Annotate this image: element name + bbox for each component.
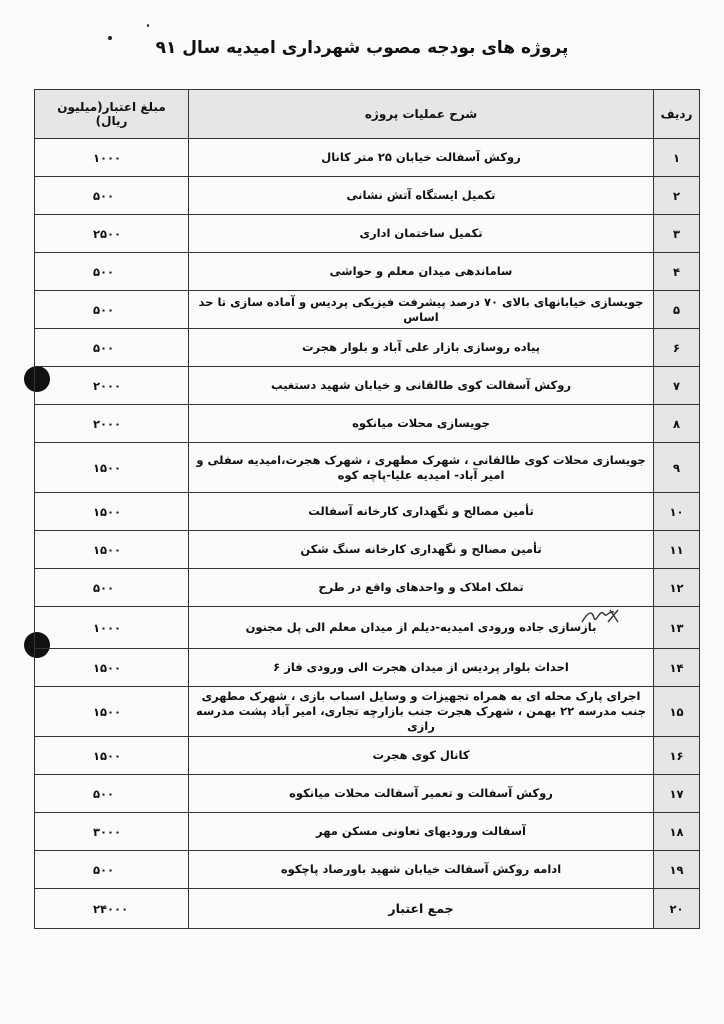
- page-title: پروژه های بودجه مصوب شهرداری امیدیه سال ۹۱: [155, 38, 569, 58]
- row-description: تملک املاک و واحدهای واقع در طرح: [189, 569, 654, 607]
- row-amount: ۱۵۰۰: [35, 443, 189, 493]
- table-header-row: [35, 90, 700, 139]
- row-description: روکش آسفالت کوی طالقانی و خیابان شهید دستغیب: [189, 367, 654, 405]
- total-amount: ۲۴۰۰۰: [35, 889, 189, 929]
- row-number: ۲: [654, 177, 700, 215]
- row-number: ۱۲: [654, 569, 700, 607]
- row-amount: ۱۵۰۰: [35, 531, 189, 569]
- table-row: [35, 177, 700, 215]
- row-amount: ۵۰۰: [35, 851, 189, 889]
- row-description: جویسازی محلات میانکوه: [189, 405, 654, 443]
- row-number: ۱۴: [654, 649, 700, 687]
- row-amount: ۲۰۰۰: [35, 405, 189, 443]
- row-number: ۱۱: [654, 531, 700, 569]
- row-description: اجرای پارک محله ای به همراه تجهیزات و وسایل اسباب بازی ، شهرک مطهری جنب مدرسه ۲۲ بهمن ، شهرک هجرت جنب بازارچه تجاری، امیر آباد پشت مدرسه رازی: [189, 687, 654, 737]
- scan-speck: [147, 24, 149, 27]
- row-description: تأمین مصالح و نگهداری کارخانه سنگ شکن: [189, 531, 654, 569]
- row-amount: ۵۰۰: [35, 569, 189, 607]
- table-row: [35, 367, 700, 405]
- row-number: ۱۵: [654, 687, 700, 737]
- table-row: [35, 531, 700, 569]
- table-row: [35, 569, 700, 607]
- header-amount: مبلغ اعتبار(میلیون ریال): [35, 90, 189, 139]
- row-amount: ۱۵۰۰: [35, 687, 189, 737]
- row-number: ۶: [654, 329, 700, 367]
- row-number: ۸: [654, 405, 700, 443]
- total-row-number: ۲۰: [654, 889, 700, 929]
- row-description: احداث بلوار پردیس از میدان هجرت الی ورودی فاز ۶: [189, 649, 654, 687]
- row-amount: ۲۰۰۰: [35, 367, 189, 405]
- row-amount: ۱۰۰۰: [35, 607, 189, 649]
- row-number: ۱۶: [654, 737, 700, 775]
- table-row: [35, 687, 700, 737]
- budget-table: [34, 89, 700, 929]
- row-description: جویسازی خیابانهای بالای ۷۰ درصد پیشرفت فیزیکی پردیس و آماده سازی تا حد اساس: [189, 291, 654, 329]
- row-description: جویسازی محلات کوی طالقانی ، شهرک مطهری ، شهرک هجرت،امیدیه سفلی و امیر آباد- امیدیه علیا-پاچه کوه: [189, 443, 654, 493]
- row-amount: ۱۵۰۰: [35, 737, 189, 775]
- row-amount: ۱۵۰۰: [35, 493, 189, 531]
- row-description: پیاده روسازی بازار علی آباد و بلوار هجرت: [189, 329, 654, 367]
- row-description: بازسازی جاده ورودی امیدیه-دیلم از میدان معلم الی پل مجنون: [189, 607, 654, 649]
- row-number: ۱۹: [654, 851, 700, 889]
- row-description: ساماندهی میدان معلم و حواشی: [189, 253, 654, 291]
- row-number: ۹: [654, 443, 700, 493]
- row-number: ۱۰: [654, 493, 700, 531]
- header-row-number: ردیف: [654, 90, 700, 139]
- row-amount: ۵۰۰: [35, 253, 189, 291]
- table-row: [35, 775, 700, 813]
- table-row: [35, 253, 700, 291]
- row-amount: ۵۰۰: [35, 291, 189, 329]
- row-amount: ۳۰۰۰: [35, 813, 189, 851]
- row-amount: ۵۰۰: [35, 177, 189, 215]
- table-row: [35, 443, 700, 493]
- scan-speck: [108, 36, 112, 40]
- row-description: روکش آسفالت و تعمیر آسفالت محلات میانکوه: [189, 775, 654, 813]
- row-amount: ۵۰۰: [35, 775, 189, 813]
- row-number: ۱۳: [654, 607, 700, 649]
- row-amount: ۱۵۰۰: [35, 649, 189, 687]
- row-description: آسفالت ورودیهای تعاونی مسکن مهر: [189, 813, 654, 851]
- row-description: کانال کوی هجرت: [189, 737, 654, 775]
- row-description: ادامه روکش آسفالت خیابان شهید باورصاد پاچکوه: [189, 851, 654, 889]
- handwritten-mark: [578, 604, 622, 630]
- row-number: ۱۷: [654, 775, 700, 813]
- table-row: [35, 851, 700, 889]
- row-amount: ۱۰۰۰: [35, 139, 189, 177]
- row-description: تکمیل ایستگاه آتش نشانی: [189, 177, 654, 215]
- table-row: [35, 215, 700, 253]
- table-row: [35, 737, 700, 775]
- row-number: ۷: [654, 367, 700, 405]
- row-number: ۵: [654, 291, 700, 329]
- table-row: [35, 291, 700, 329]
- total-row: [35, 889, 700, 929]
- budget-table-container: [34, 89, 699, 929]
- table-row: [35, 139, 700, 177]
- row-number: ۱۸: [654, 813, 700, 851]
- table-row: [35, 329, 700, 367]
- table-row: [35, 405, 700, 443]
- row-description: روکش آسفالت خیابان ۲۵ متر کانال: [189, 139, 654, 177]
- row-number: ۴: [654, 253, 700, 291]
- table-row: [35, 493, 700, 531]
- header-description: شرح عملیات پروژه: [189, 90, 654, 139]
- table-row: [35, 813, 700, 851]
- table-row: [35, 649, 700, 687]
- total-label: جمع اعتبار: [189, 889, 654, 929]
- row-number: ۳: [654, 215, 700, 253]
- row-amount: ۲۵۰۰: [35, 215, 189, 253]
- row-description: تأمین مصالح و نگهداری کارخانه آسفالت: [189, 493, 654, 531]
- row-amount: ۵۰۰: [35, 329, 189, 367]
- row-description: تکمیل ساختمان اداری: [189, 215, 654, 253]
- row-number: ۱: [654, 139, 700, 177]
